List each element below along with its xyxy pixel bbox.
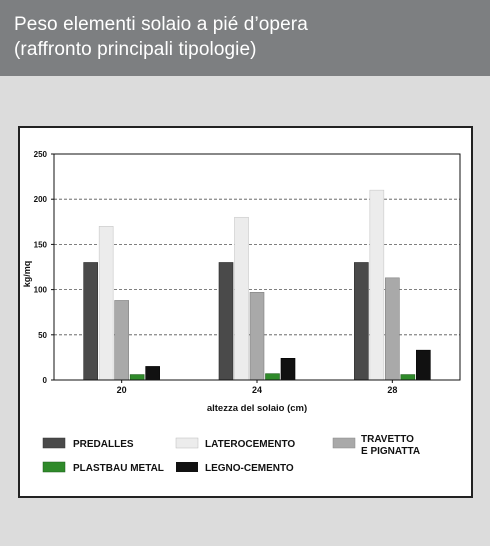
page-header	[0, 0, 490, 76]
legend-label-laterocemento: LATEROCEMENTO	[205, 439, 296, 450]
legend-label-travetto-line2: E PIGNATTA	[361, 446, 421, 457]
y-tick-label: 150	[33, 240, 47, 250]
bar	[219, 262, 233, 380]
bar	[385, 278, 399, 380]
bar	[115, 300, 129, 380]
y-tick-label: 250	[33, 150, 47, 159]
legend-label-plastbau: PLASTBAU METAL	[73, 463, 164, 474]
y-tick-label: 100	[33, 285, 47, 295]
bar	[250, 292, 264, 380]
legend-swatch-laterocemento	[176, 438, 198, 448]
bar	[401, 375, 415, 380]
bar	[130, 375, 144, 380]
x-axis-label: altezza del solaio (cm)	[206, 403, 308, 414]
bar	[84, 262, 98, 380]
y-tick-label: 50	[38, 330, 47, 340]
bar	[354, 262, 368, 380]
legend-label-legno: LEGNO-CEMENTO	[205, 463, 294, 474]
bar	[146, 366, 160, 380]
bar	[370, 190, 384, 380]
bar	[281, 358, 295, 380]
bar	[99, 226, 113, 380]
weight-bar-chart	[20, 128, 471, 496]
y-tick-label: 0	[42, 376, 47, 385]
legend-swatch-predalles	[43, 438, 65, 448]
y-tick-label: 200	[33, 195, 47, 205]
page-subtitle: (raffronto principali tipologie)	[14, 39, 257, 60]
y-axis-label: kg/mq	[22, 260, 32, 288]
legend-swatch-travetto	[333, 438, 355, 448]
legend-label-predalles: PREDALLES	[73, 439, 134, 450]
bar	[235, 217, 249, 380]
chart-card	[18, 126, 473, 498]
x-tick-label: 20	[116, 385, 127, 395]
x-tick-label: 24	[251, 385, 263, 395]
legend-swatch-plastbau	[43, 462, 65, 472]
bar	[266, 374, 280, 380]
bar	[416, 350, 430, 380]
page-title: Peso elementi solaio a pié d’opera	[14, 14, 308, 35]
legend-swatch-legno	[176, 462, 198, 472]
x-tick-label: 28	[387, 385, 398, 395]
legend	[43, 434, 420, 474]
legend-label-travetto-line1: TRAVETTO	[361, 434, 414, 445]
